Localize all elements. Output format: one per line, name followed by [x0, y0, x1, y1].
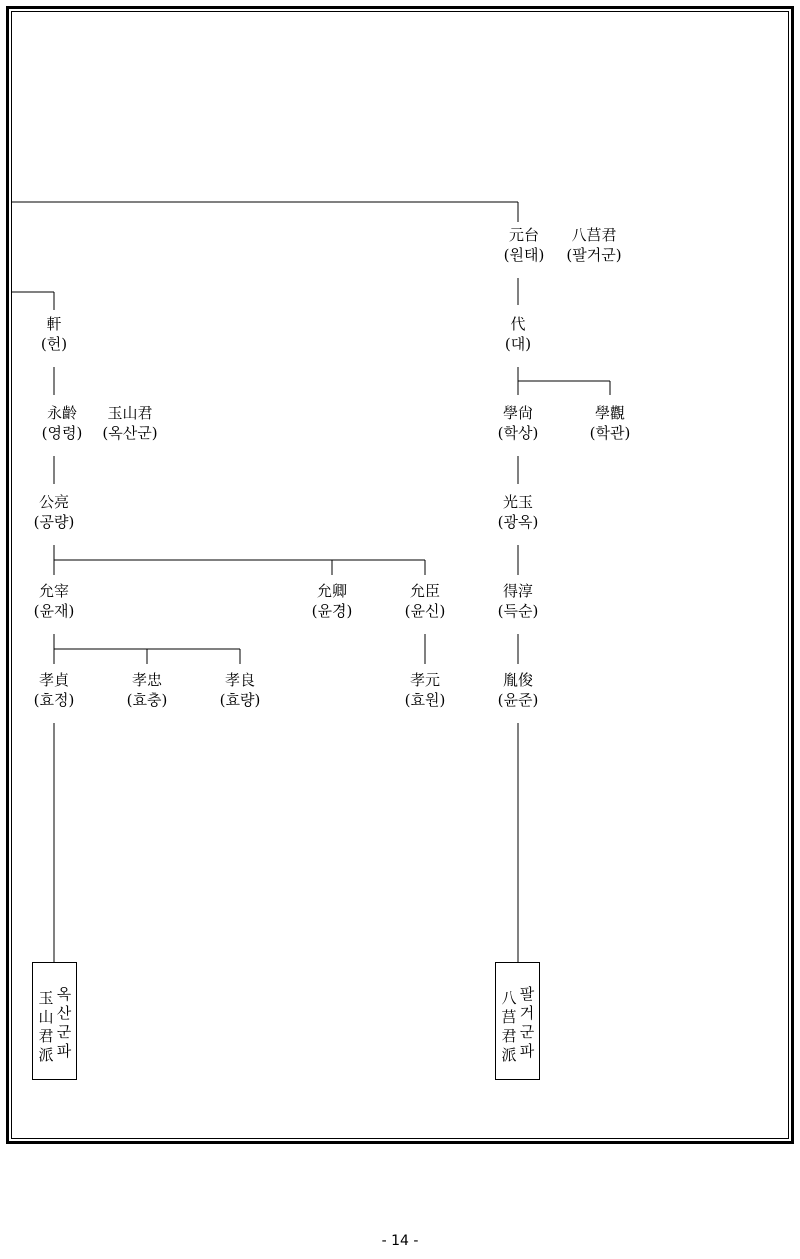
title-hanja: 八莒君: [571, 226, 617, 244]
person-hanja: 軒: [46, 315, 62, 333]
person-hangul: (윤경): [311, 602, 353, 620]
person-hanja: 得淳: [502, 582, 533, 600]
person-hanja: 胤俊: [502, 671, 533, 689]
person-hanja: 學尙: [502, 404, 533, 422]
person-hanja: 允臣: [409, 582, 440, 600]
person-yunjae: [34, 581, 75, 621]
person-hanja: 孝元: [409, 671, 440, 689]
person-yeongryeong: [42, 403, 83, 443]
title-hanja: 玉山君: [107, 404, 153, 422]
title-oksangun: [102, 403, 157, 443]
branch-hangul-vertical: 팔거군파: [519, 985, 535, 1060]
person-hanja: 孝貞: [38, 671, 69, 689]
person-dae: [505, 314, 531, 354]
page-number: - 14 -: [381, 1233, 419, 1249]
person-hanja: 代: [510, 315, 526, 333]
person-yunsin: [405, 581, 446, 621]
person-hangul: (효정): [33, 691, 75, 709]
person-heon: [41, 314, 67, 354]
title-palgeogun: [566, 225, 621, 265]
person-hangul: (학관): [589, 424, 631, 442]
person-deuksun: [498, 581, 539, 621]
person-hangul: (윤재): [33, 602, 75, 620]
person-hangul: (원태): [503, 246, 545, 264]
person-yungyeong: [312, 581, 353, 621]
person-hangul: (학상): [497, 424, 539, 442]
person-gongryang: [34, 492, 75, 532]
person-hanja: 光玉: [502, 493, 533, 511]
person-hyojeong: [34, 670, 75, 710]
person-hanja: 元台: [508, 226, 539, 244]
person-hangul: (헌): [40, 335, 68, 353]
person-hangul: (공량): [33, 513, 75, 531]
title-hangul: (옥산군): [102, 424, 158, 442]
person-hyowon: [405, 670, 446, 710]
person-hanja: 孝忠: [131, 671, 162, 689]
person-hangul: (효충): [126, 691, 168, 709]
person-gwangok: [498, 492, 539, 532]
person-wontae: [504, 225, 545, 265]
branch-box-palgeogunpa: [495, 962, 540, 1080]
person-hyochung: [127, 670, 168, 710]
person-hangul: (윤신): [404, 602, 446, 620]
person-hyoryang: [220, 670, 261, 710]
person-hanja: 允宰: [38, 582, 69, 600]
person-hangul: (득순): [497, 602, 539, 620]
person-hangul: (대): [504, 335, 532, 353]
person-hangul: (영령): [41, 424, 83, 442]
person-hangul: (효량): [219, 691, 261, 709]
person-hanja: 公亮: [38, 493, 69, 511]
branch-hanja-vertical: 八莒君派: [501, 989, 517, 1064]
person-hangul: (윤준): [497, 691, 539, 709]
title-hangul: (팔거군): [566, 246, 622, 264]
person-yunjun: [498, 670, 539, 710]
person-hanja: 學觀: [594, 404, 625, 422]
person-hanja: 孝良: [224, 671, 255, 689]
person-hanja: 允卿: [316, 582, 347, 600]
person-hanja: 永齡: [46, 404, 77, 422]
branch-hangul-vertical: 옥산군파: [56, 985, 72, 1060]
person-hakgwan: [590, 403, 631, 443]
person-hangul: (광옥): [497, 513, 539, 531]
branch-box-oksangunpa: [32, 962, 77, 1080]
person-hangul: (효원): [404, 691, 446, 709]
person-haksang: [498, 403, 539, 443]
branch-hanja-vertical: 玉山君派: [38, 989, 54, 1064]
